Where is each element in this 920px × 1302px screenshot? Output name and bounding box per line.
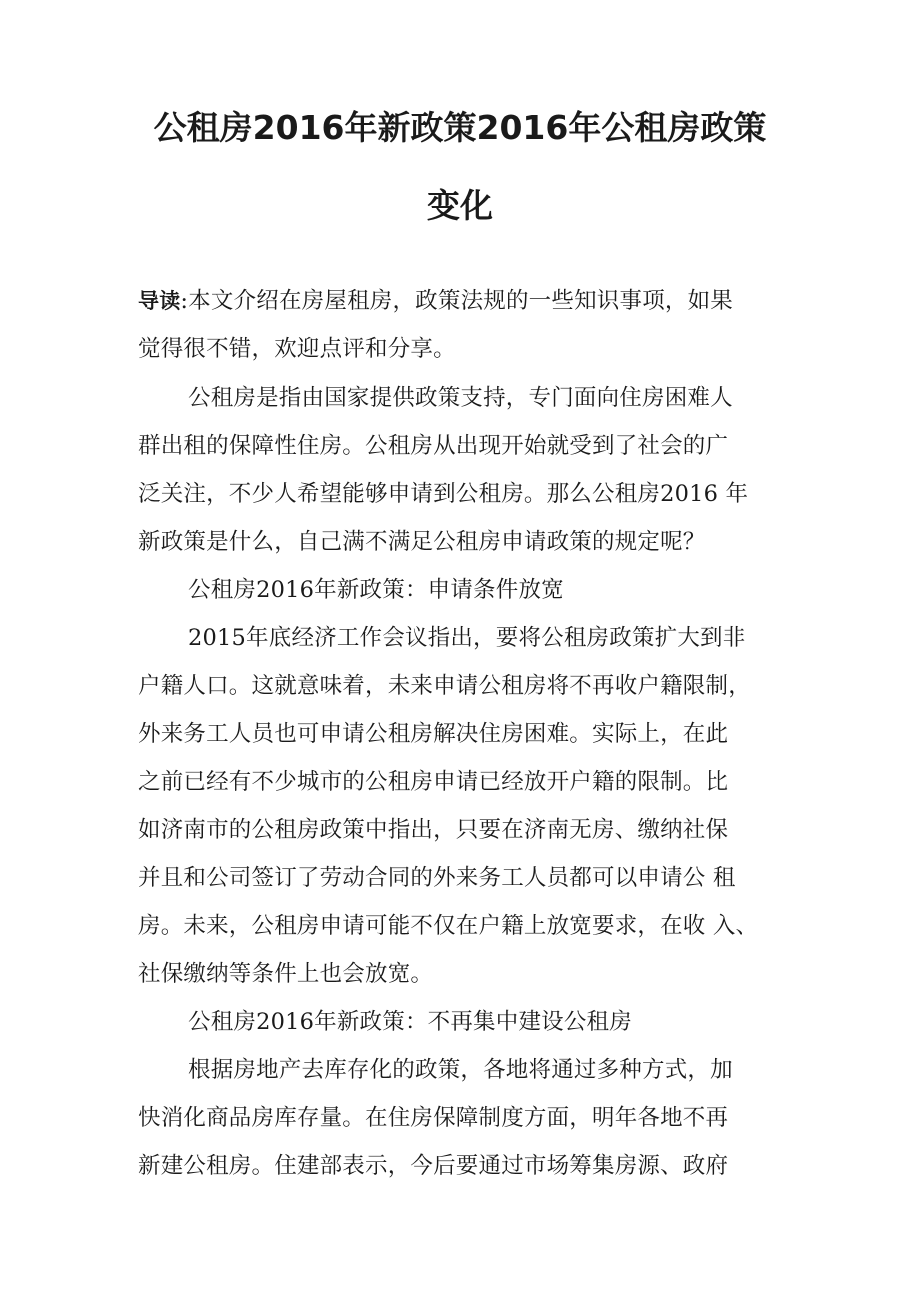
- intro-line-1: [138, 286, 733, 316]
- paragraph-1-line-4: 新政策是什么，自己满不满足公租房申请政策的规定呢？: [138, 529, 706, 555]
- document-title-line-1: 公租房2016年新政策2016年公租房政策: [153, 108, 767, 147]
- paragraph-1-line-3: 泛关注，不少人希望能够申请到公租房。那么公租房2016 年: [138, 481, 749, 507]
- paragraph-2-line-2: 户籍人口。这就意味着，未来申请公租房将不再收户籍限制，: [138, 673, 751, 699]
- paragraph-2-line-7: 房。未来，公租房申请可能不仅在户籍上放宽要求，在收 入、: [138, 913, 759, 939]
- intro-text: :本文介绍在房屋租房，政策法规的一些知识事项，如果: [180, 288, 733, 314]
- paragraph-2-line-5: 如济南市的公租房政策中指出，只要在济南无房、缴纳社保: [138, 817, 729, 843]
- paragraph-1-line-1: 公租房是指由国家提供政策支持，专门面向住房困难人: [188, 385, 733, 411]
- intro-label: 导读: [138, 289, 181, 313]
- paragraph-3-line-2: 快消化商品房库存量。在住房保障制度方面，明年各地不再: [138, 1105, 729, 1131]
- document-title-line-2: 变化: [427, 186, 493, 225]
- paragraph-2-line-8: 社保缴纳等条件上也会放宽。: [138, 961, 434, 987]
- intro-line-2: 觉得很不错，欢迎点评和分享。: [138, 336, 456, 362]
- paragraph-3-line-1: 根据房地产去库存化的政策，各地将通过多种方式，加: [188, 1057, 733, 1083]
- section-heading-1: 公租房2016年新政策：申请条件放宽: [188, 577, 564, 603]
- paragraph-1-line-2: 群出租的保障性住房。公租房从出现开始就受到了社会的广: [138, 433, 729, 459]
- paragraph-2-line-3: 外来务工人员也可申请公租房解决住房困难。实际上，在此: [138, 721, 729, 747]
- paragraph-2-line-4: 之前已经有不少城市的公租房申请已经放开户籍的限制。比: [138, 769, 729, 795]
- section-heading-2: 公租房2016年新政策：不再集中建设公租房: [188, 1009, 632, 1035]
- paragraph-2-line-6: 并且和公司签订了劳动合同的外来务工人员都可以申请公 租: [138, 865, 736, 891]
- paragraph-2-line-1: 2015年底经济工作会议指出，要将公租房政策扩大到非: [188, 625, 746, 651]
- paragraph-3-line-3: 新建公租房。住建部表示，今后要通过市场筹集房源、政府: [138, 1153, 729, 1179]
